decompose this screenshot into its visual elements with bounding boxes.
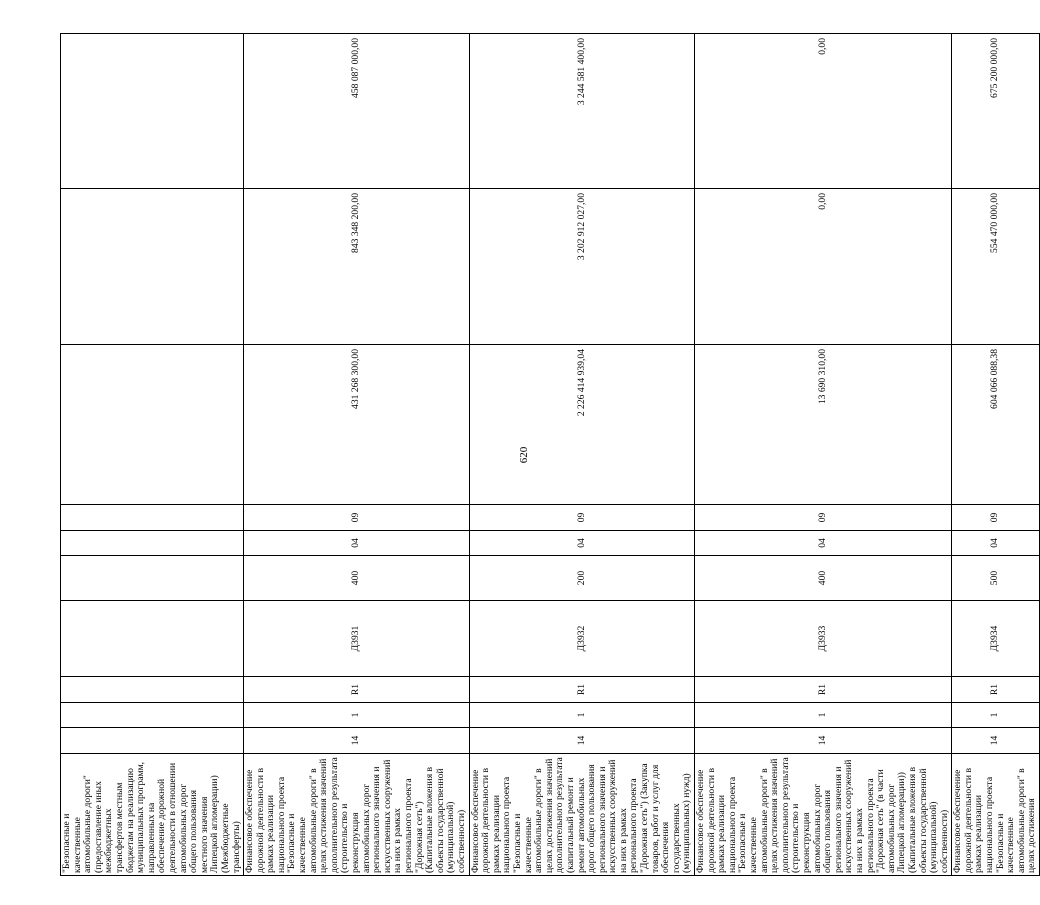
cell-v2: 554 470 000,00: [952, 189, 1040, 345]
cell-c1: 14: [952, 728, 1040, 754]
table-row: [244, 34, 469, 876]
cell-c4: Д3931: [244, 601, 469, 677]
cell-c2: 1: [952, 703, 1040, 728]
cell-c6: 04: [469, 531, 694, 556]
cell-v3: 675 200 000,00: [952, 34, 1040, 189]
cell-v2: 0,00: [695, 189, 952, 345]
cell-c1: [61, 728, 244, 754]
cell-c7: 09: [695, 505, 952, 531]
cell-c7: 09: [244, 505, 469, 531]
cell-v2: 843 348 200,00: [244, 189, 469, 345]
cell-c5: 400: [244, 556, 469, 601]
cell-v2: [61, 189, 244, 345]
cell-v1: 13 690 310,00: [695, 345, 952, 505]
cell-c3: R1: [244, 677, 469, 703]
rotated-page: [60, 34, 1038, 876]
cell-c7: 09: [952, 505, 1040, 531]
budget-table: [60, 33, 1040, 876]
cell-v1: 2 226 414 939,04: [469, 345, 694, 505]
cell-c6: 04: [695, 531, 952, 556]
row-description: Финансовое обеспечение дорожной деятельности в рамках реализации национального проекта "Безопасные и качественные автомобильные дороги" в целях достижения значений дополнительного результата (строительство и реконструкция автомобильных дорог общего пользования регионального значения и искусственных сооружений на них в рамках регионального проекта "Дорожная сеть" (в части автомобильных дорог Липецкой агломерации)) (Капитальные вложения в объекты государственной (муниципальной) собственности): [695, 754, 952, 876]
table-row: [61, 34, 244, 876]
cell-c6: 04: [244, 531, 469, 556]
cell-c6: 04: [952, 531, 1040, 556]
cell-c2: [61, 703, 244, 728]
table-row: [695, 34, 952, 876]
cell-c1: 14: [469, 728, 694, 754]
row-description: "Безопасные и качественные автомобильные дороги" (предоставление иных межбюджетных трансфертов местным бюджетам на реализацию муниципальных программ, направленных на обеспечение дорожной деятельности в отношении автомобильных дорог общего пользования местного значения Липецкой агломерации) (Межбюджетные трансферты): [61, 754, 244, 876]
cell-c3: [61, 677, 244, 703]
cell-c1: 14: [244, 728, 469, 754]
cell-c2: 1: [695, 703, 952, 728]
cell-c5: 500: [952, 556, 1040, 601]
cell-c1: 14: [695, 728, 952, 754]
table-row: [952, 34, 1040, 876]
cell-c3: R1: [952, 677, 1040, 703]
cell-c5: 200: [469, 556, 694, 601]
cell-c5: [61, 556, 244, 601]
row-description: Финансовое обеспечение дорожной деятельности в рамках реализации национального проекта "Безопасные и качественные автомобильные дороги" в целях достижения значений дополнительного результата (капитальный ремонт и ремонт автомобильных дорог общего пользования регионального значения и искусственных сооружений на них в рамках регионального проекта "Дорожная сеть") (Закупка товаров, работ и услуг для обеспечения государственных (муниципальных) нужд): [469, 754, 694, 876]
cell-c2: 1: [244, 703, 469, 728]
cell-v3: [61, 34, 244, 189]
cell-c3: R1: [695, 677, 952, 703]
cell-c4: Д3933: [695, 601, 952, 677]
cell-v1: [61, 345, 244, 505]
cell-c4: Д3932: [469, 601, 694, 677]
cell-c5: 400: [695, 556, 952, 601]
cell-c4: Д3934: [952, 601, 1040, 677]
cell-c6: [61, 531, 244, 556]
cell-c7: 09: [469, 505, 694, 531]
cell-v3: 0,00: [695, 34, 952, 189]
cell-c4: [61, 601, 244, 677]
cell-c2: 1: [469, 703, 694, 728]
cell-c3: R1: [469, 677, 694, 703]
cell-v3: 458 087 000,00: [244, 34, 469, 189]
cell-v3: 3 244 581 400,00: [469, 34, 694, 189]
row-description: Финансовое обеспечение дорожной деятельности в рамках реализации национального проекта "Безопасные и качественные автомобильные дороги" в целях достижения значений дополнительного результата (строительство и реконструкция автомобильных дорог регионального значения и искусственных сооружений на них в рамках регионального проекта "Дорожная сеть") (Капитальные вложения в объекты государственной (муниципальной) собственности): [244, 754, 469, 876]
cell-v2: 3 202 912 027,00: [469, 189, 694, 345]
table-row: [469, 34, 694, 876]
cell-v1: 431 268 300,00: [244, 345, 469, 505]
cell-c7: [61, 505, 244, 531]
cell-v1: 604 066 088,38: [952, 345, 1040, 505]
row-description: Финансовое обеспечение дорожной деятельности в рамках реализации национального проекта "Безопасные и качественные автомобильные дороги" в целях достижения: [952, 754, 1040, 876]
page-number: 620: [518, 446, 530, 464]
table-body: [61, 34, 1040, 876]
